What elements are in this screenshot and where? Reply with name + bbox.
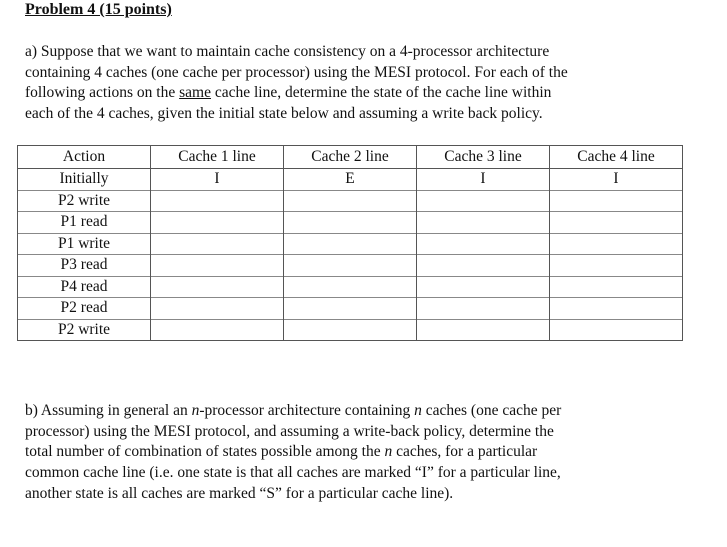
answer-cell[interactable] [151,190,284,212]
initial-label: Initially [18,169,151,191]
answer-cell[interactable] [550,233,683,255]
part-b-line: b) Assuming in general an n-processor architecture containing n caches (one cache per [25,402,562,419]
answer-cell[interactable] [284,190,417,212]
variable-n: n [191,402,200,419]
table-row [18,276,683,298]
table-header-row [18,146,683,169]
answer-cell[interactable] [550,212,683,234]
answer-cell[interactable] [417,212,550,234]
initial-state-cache-1: I [151,169,284,191]
answer-cell[interactable] [151,212,284,234]
answer-cell[interactable] [417,190,550,212]
answer-cell[interactable] [151,255,284,277]
answer-cell[interactable] [151,233,284,255]
part-b-line: total number of combination of states possible among the n caches, for a particular [25,443,538,461]
initial-state-cache-3: I [417,169,550,191]
header-cache-4: Cache 4 line [550,146,683,169]
part-a-line: following actions on the same cache line, determine the state of the cache line within [25,84,552,102]
action-label: P1 write [18,233,151,255]
part-b-line: common cache line (i.e. one state is that all caches are marked “I” for a particular line, [25,464,561,482]
header-action: Action [18,146,151,169]
initial-state-cache-2: E [284,169,417,191]
variable-n: n [384,443,393,461]
answer-cell[interactable] [417,233,550,255]
table-row [18,233,683,255]
answer-cell[interactable] [417,255,550,277]
part-b-question [25,401,685,505]
table-row-initial [18,169,683,191]
answer-cell[interactable] [417,319,550,341]
answer-cell[interactable] [550,276,683,298]
header-cache-2: Cache 2 line [284,146,417,169]
action-label: P2 write [18,190,151,212]
answer-cell[interactable] [550,190,683,212]
part-a-line: each of the 4 caches, given the initial state below and assuming a write back policy. [25,105,543,123]
answer-cell[interactable] [550,255,683,277]
action-label: P2 read [18,298,151,320]
answer-cell[interactable] [550,298,683,320]
header-cache-1: Cache 1 line [151,146,284,169]
answer-cell[interactable] [284,319,417,341]
variable-n: n [414,402,422,419]
part-b-line: processor) using the MESI protocol, and assuming a write-back policy, determine the [25,422,554,440]
table-row [18,298,683,320]
part-a-line: containing 4 caches (one cache per processor) using the MESI protocol. For each of the [25,63,568,81]
answer-cell[interactable] [151,319,284,341]
action-label: P2 write [18,319,151,341]
answer-cell[interactable] [151,298,284,320]
table-row [18,212,683,234]
table-row [18,255,683,277]
answer-cell[interactable] [284,255,417,277]
initial-state-cache-4: I [550,169,683,191]
answer-cell[interactable] [284,233,417,255]
problem-title: Problem 4 (15 points) [25,1,172,18]
answer-cell[interactable] [284,298,417,320]
action-label: P1 read [18,212,151,234]
part-b-line: another state is all caches are marked “S” for a particular cache line). [25,484,454,502]
mesi-state-table [17,145,683,341]
emphasis-same: same [179,84,211,102]
answer-cell[interactable] [284,276,417,298]
answer-cell[interactable] [284,212,417,234]
table-row [18,190,683,212]
answer-cell[interactable] [550,319,683,341]
part-a-question [25,42,685,125]
header-cache-3: Cache 3 line [417,146,550,169]
answer-cell[interactable] [417,298,550,320]
action-label: P3 read [18,255,151,277]
table-row [18,319,683,341]
part-a-line: a) Suppose that we want to maintain cache consistency on a 4-processor architecture [25,43,550,60]
action-label: P4 read [18,276,151,298]
answer-cell[interactable] [417,276,550,298]
answer-cell[interactable] [151,276,284,298]
